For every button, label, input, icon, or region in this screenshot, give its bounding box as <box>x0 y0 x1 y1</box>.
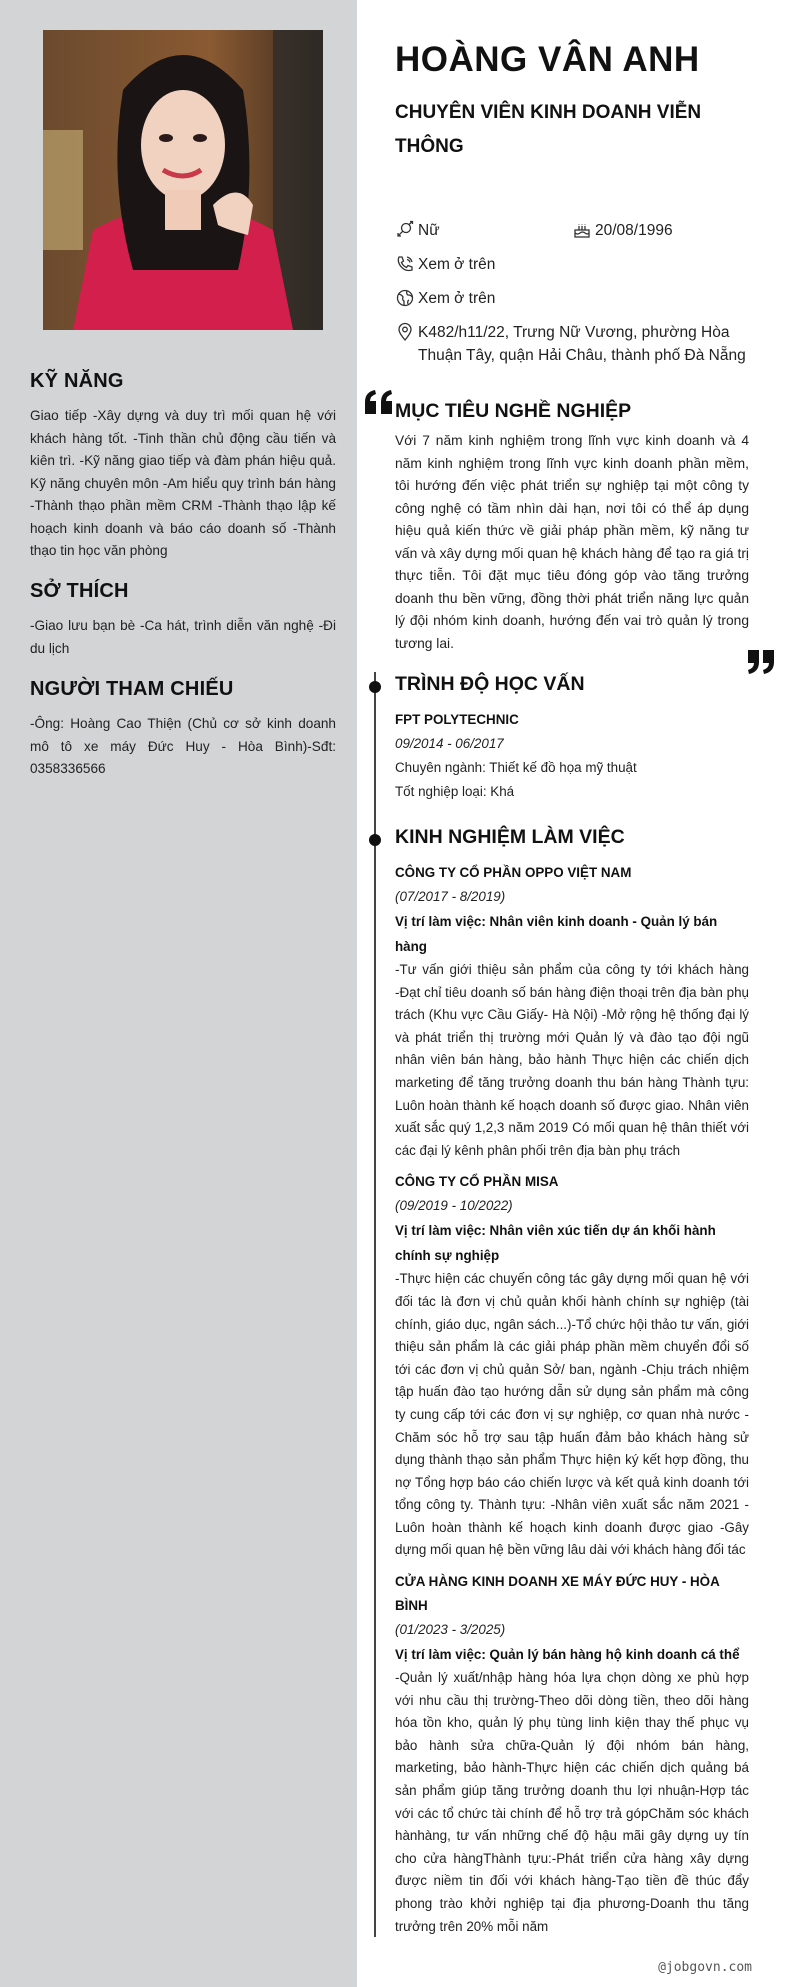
job-position-value: Quản lý bán hàng hộ kinh doanh cá thể <box>489 1647 740 1663</box>
footer-watermark[interactable]: @jobgovn.com <box>658 1960 752 1975</box>
skills-section <box>30 370 336 563</box>
timeline-line <box>374 672 376 1937</box>
birthdate-row <box>572 219 673 242</box>
skills-title: KỸ NĂNG <box>30 370 124 392</box>
experience-title: KINH NGHIỆM LÀM VIỆC <box>395 826 625 848</box>
profile-photo <box>43 30 323 330</box>
education-block <box>395 708 749 804</box>
job-entry <box>395 861 749 1162</box>
birthdate-value: 20/08/1996 <box>595 222 673 239</box>
experience-list <box>395 861 749 1938</box>
job-position-label: Vị trí làm việc: <box>395 914 486 929</box>
job-company: CÔNG TY CỔ PHẦN OPPO VIỆT NAM <box>395 865 632 880</box>
job-description: -Thực hiện các chuyến công tác gây dựng mối quan hệ với đối tác là đơn vị chủ quản khối hành chính sự nghiệp (tài chính, giáo dục, ngân sách...)-Tổ chức hội thảo tư vấn, giới thiệu sản phẩm là các giải pháp phần mềm chuyển đổi số tới các đơn vị chủ quản Sở/ ban, ngành -Chịu trách nhiệm tập huấn đào tạo hướng dẫn sử dụng sản phẩm mà công ty cung cấp tới các đơn vị sự nghiệp, cơ quan nhà nước -Chăm sóc hỗ trợ sau tập huấn đảm bảo khách hàng sử dụng thành thạo sản phẩm Thực hiện ký kết hợp đồng, thu nợ Tổng hợp báo cáo chiến lược và kết quả kinh doanh tới tổng công ty. Thành tựu: -Nhân viên xuất sắc năm 2021 -Luôn hoàn thành kế hoạch kinh doanh được giao -Gây dựng mối quan hệ bền vững lâu dài với khách hàng đối tác <box>395 1271 749 1558</box>
quote-close-icon <box>745 648 777 676</box>
job-period: (07/2017 - 8/2019) <box>395 889 506 904</box>
candidate-title: CHUYÊN VIÊN KINH DOANH VIỄN THÔNG <box>395 102 702 157</box>
job-position-value: Nhân viên kinh doanh - Quản lý bán hàng <box>395 914 718 954</box>
references-section <box>30 678 336 781</box>
timeline-dot-experience <box>369 834 381 846</box>
sidebar <box>0 0 357 1987</box>
address-value: K482/h11/22, Trưng Nữ Vương, phường Hòa Thuận Tây, quận Hải Châu, thành phố Đà Nẵng <box>418 324 746 364</box>
phone-row <box>395 253 495 276</box>
job-description: -Quản lý xuất/nhập hàng hóa lựa chọn dòng xe phù hợp với nhu cầu thị trường-Theo dõi dòng tiền, theo dõi hàng hóa tồn kho, quản lý phụ tùng linh kiện thay thế phục vụ bảo hành sửa chữa-Quản lý đội nhóm bán hàng, marketing, bảo hành-Thực hiện các chiến dịch quảng bá sản phẩm giúp tăng trưởng doanh thu lợi nhuận-Hợp tác với các tổ chức tài chính để hỗ trợ trả gópChăm sóc khách hànhàng, tư vấn những chế độ hậu mãi gây dựng uy tín cho cửa hàngThành tựu:-Phát triển cửa hàng xây dựng được niềm tin đối với khách hàng-Tạo tiền đề thúc đẩy phong trào khởi nghiệp tại địa phương-Doanh thu tăng trưởng trên 20% mỗi năm <box>395 1670 749 1934</box>
location-pin-icon <box>395 321 417 343</box>
website-row <box>395 287 495 310</box>
job-position-label: Vị trí làm việc: <box>395 1223 486 1239</box>
hobbies-section <box>30 580 336 660</box>
job-position <box>395 1642 749 1667</box>
job-period: (01/2023 - 3/2025) <box>395 1622 506 1638</box>
main-content <box>357 0 790 1987</box>
phone-value: Xem ở trên <box>418 256 496 273</box>
job-entry <box>395 1170 749 1562</box>
website-value: Xem ở trên <box>418 290 496 307</box>
education-grade: Tốt nghiệp loại: Khá <box>395 784 515 799</box>
references-title: NGƯỜI THAM CHIẾU <box>30 678 234 700</box>
education-school: FPT POLYTECHNIC <box>395 712 519 727</box>
objective-title: MỤC TIÊU NGHỀ NGHIỆP <box>395 400 632 422</box>
candidate-name: HOÀNG VÂN ANH <box>395 40 700 79</box>
phone-icon <box>395 253 417 275</box>
gender-row <box>395 219 440 242</box>
job-position <box>395 909 749 959</box>
job-period: (09/2019 - 10/2022) <box>395 1198 513 1214</box>
hobbies-title: SỞ THÍCH <box>30 580 129 602</box>
hobbies-text: -Giao lưu bạn bè -Ca hát, trình diễn văn nghệ -Đi du lịch <box>30 618 336 656</box>
address-row <box>395 321 755 367</box>
job-description: -Tư vấn giới thiệu sản phẩm của công ty tới khách hàng -Đạt chỉ tiêu doanh số bán hàng điện thoại trên địa bàn phụ trách (Khu vực Cầu Giấy- Hà Nội) -Mở rộng hệ thống đại lý và phát triển thị trường mới Quản lý và đào tạo đội ngũ nhân viên bán hàng, bảo hành Thực hiện các chiến dịch marketing để tăng trưởng doanh thu bán hàng Thành tựu: Luôn hoàn thành kế hoạch doanh số được giao. Nhân viên xuất sắc quý 1,2,3 năm 2019 Có mối quan hệ thân thiết với các đại lý kênh phân phối trên địa bàn phụ trách <box>395 962 749 1158</box>
gender-icon <box>395 219 417 241</box>
education-title: TRÌNH ĐỘ HỌC VẤN <box>395 673 585 695</box>
job-position <box>395 1218 749 1268</box>
job-position-value: Nhân viên xúc tiến dự án khối hành chính sự nghiệp <box>395 1223 716 1264</box>
quote-open-icon <box>363 388 395 416</box>
globe-icon <box>395 287 417 309</box>
birthday-cake-icon <box>572 219 594 241</box>
job-position-label: Vị trí làm việc: <box>395 1647 486 1663</box>
objective-text: Với 7 năm kinh nghiệm trong lĩnh vực kinh doanh và 4 năm kinh nghiệm trong lĩnh vực kinh doanh phần mềm, tôi hướng đến việc phát triển sự nghiệp tại một công ty công nghệ có tầm nhìn dài hạn, nơi tôi có thể áp dụng hiệu quả kiến thức về giải pháp phần mềm, kỹ năng tư vấn và xây dựng mối quan hệ khách hàng để tạo ra giá trị thực tiễn. Tôi đặt mục tiêu đóng góp vào tăng trưởng doanh thu bền vững, đồng thời phát triển năng lực quản lý đội nhóm kinh doanh, hướng đến vai trò quản lý trong tương lai. <box>395 433 749 651</box>
job-entry <box>395 1570 749 1938</box>
skills-text: Giao tiếp -Xây dựng và duy trì mối quan hệ với khách hàng tốt. -Tinh thần chủ động cầu tiến và kiên trì. -Kỹ năng giao tiếp và đàm phán hiệu quả. Kỹ năng chuyên môn -Am hiểu quy trình bán hàng -Thành thạo phần mềm CRM -Thành thạo lập kế hoạch kinh doanh và báo cáo doanh số -Thành thạo tin học văn phòng <box>30 408 336 558</box>
timeline-dot-education <box>369 681 381 693</box>
references-text: -Ông: Hoàng Cao Thiện (Chủ cơ sở kinh doanh mô tô xe máy Đức Huy - Hòa Bình)-Sđt: 0358336566 <box>30 716 336 776</box>
job-company: CỬA HÀNG KINH DOANH XE MÁY ĐỨC HUY - HÒA BÌNH <box>395 1574 720 1614</box>
job-company: CÔNG TY CỔ PHẦN MISA <box>395 1174 559 1190</box>
education-period: 09/2014 - 06/2017 <box>395 736 504 751</box>
gender-value: Nữ <box>418 222 440 239</box>
education-major: Chuyên ngành: Thiết kế đồ họa mỹ thuật <box>395 760 637 775</box>
